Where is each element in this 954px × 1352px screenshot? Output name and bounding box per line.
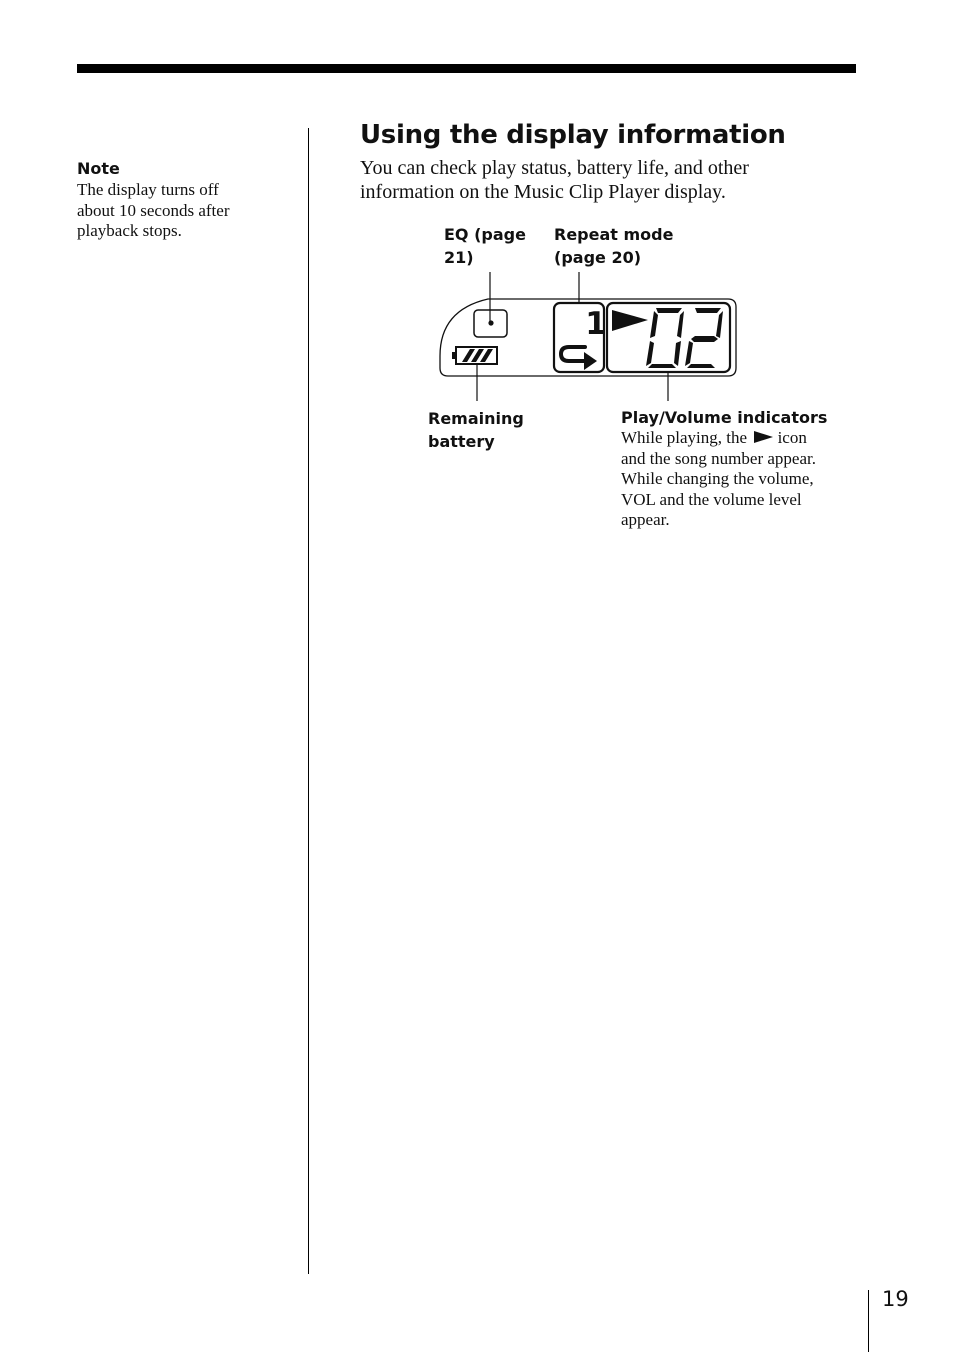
battery-icon <box>452 347 497 364</box>
page-number: 19 <box>882 1287 909 1311</box>
play-volume-line: and the song number appear. <box>621 448 816 468</box>
repeat-icon <box>561 347 585 361</box>
eq-indicator-dot <box>488 320 493 325</box>
note-title: Note <box>77 159 120 178</box>
battery-callout-line: Remaining <box>428 409 524 428</box>
play-volume-callout-title: Play/Volume indicators <box>621 408 828 427</box>
section-heading: Using the display information <box>360 120 786 150</box>
play-volume-line: appear. <box>621 510 670 529</box>
battery-callout-line: battery <box>428 432 495 451</box>
note-line: The display turns off <box>77 180 219 199</box>
eq-callout-line: 21) <box>444 248 474 267</box>
folio-divider <box>868 1290 869 1352</box>
note-line: about 10 seconds after <box>77 200 230 220</box>
seven-seg-digit-0 <box>646 308 684 368</box>
play-volume-text: icon <box>777 428 807 447</box>
seven-seg-digit-1 <box>685 308 723 368</box>
section-intro: You can check play status, battery life, and other information on the Music Clip Player display. <box>360 157 749 203</box>
display-diagram <box>0 0 954 560</box>
play-indicator <box>612 310 648 331</box>
eq-callout-line: EQ (page <box>444 225 526 244</box>
play-volume-text: While playing, the <box>621 428 748 447</box>
repeat-callout-line: (page 20) <box>554 248 642 267</box>
repeat-callout-line: Repeat mode <box>554 225 674 244</box>
play-volume-line: VOL and the volume level <box>621 489 802 509</box>
repeat-digit: 1 <box>585 306 607 342</box>
note-line: playback stops. <box>77 221 182 240</box>
play-volume-line: While changing the volume, <box>621 469 814 488</box>
